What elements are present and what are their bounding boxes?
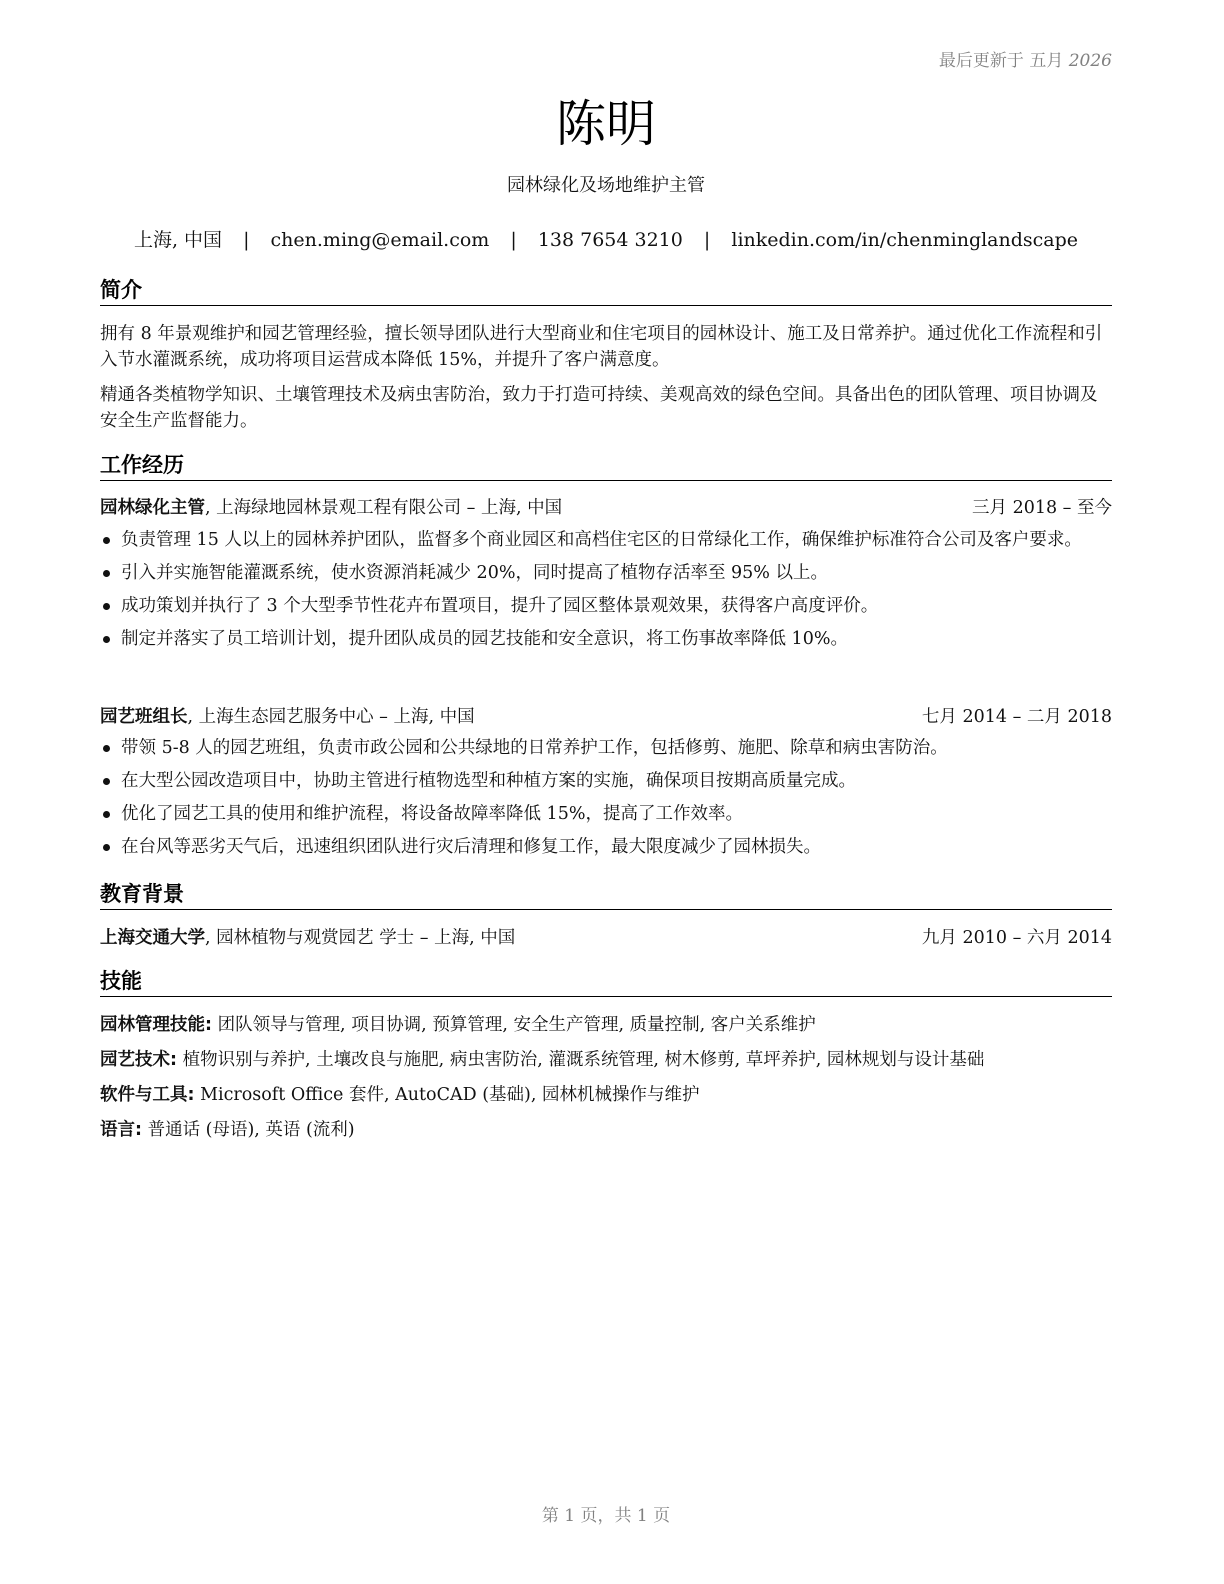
list-item: 优化了园艺工具的使用和维护流程，将设备故障率降低 15%，提高了工作效率。 xyxy=(100,801,1112,827)
skill-value: Microsoft Office 套件, AutoCAD (基础), 园林机械操作与维护 xyxy=(194,1085,700,1105)
list-item: 负责管理 15 人以上的园林养护团队，监督多个商业园区和高档住宅区的日常绿化工作，确保维护标准符合公司及客户要求。 xyxy=(100,527,1112,553)
job-company: , 上海生态园艺服务中心 – 上海, 中国 xyxy=(187,707,475,727)
skill-value: 团队领导与管理, 项目协调, 预算管理, 安全生产管理, 质量控制, 客户关系维护 xyxy=(212,1015,816,1035)
skill-key: 软件与工具: xyxy=(100,1085,195,1105)
contact-email[interactable]: chen.ming@email.com xyxy=(270,229,490,251)
candidate-name: 陈明 xyxy=(556,95,656,153)
contact-separator: | xyxy=(243,229,250,251)
job-header xyxy=(100,704,1112,730)
job-bullets xyxy=(100,527,1112,659)
job-bullets xyxy=(100,735,1112,867)
last-updated-year: 2026 xyxy=(1068,51,1112,71)
contact-location: 上海, 中国 xyxy=(133,229,223,251)
list-item: 在大型公园改造项目中，协助主管进行植物选型和种植方案的实施，确保项目按期高质量完成。 xyxy=(100,768,1112,794)
section-title-experience: 工作经历 xyxy=(100,452,1112,481)
contact-line xyxy=(100,225,1112,252)
section-title-summary: 简介 xyxy=(100,277,1112,306)
list-item: 带领 5-8 人的园艺班组，负责市政公园和公共绿地的日常养护工作，包括修剪、施肥、除草和病虫害防治。 xyxy=(100,735,1112,761)
skill-key: 园艺技术: xyxy=(100,1050,177,1070)
last-updated-prefix: 最后更新于 xyxy=(938,51,1024,71)
education-dates: 九月 2010 – 六月 2014 xyxy=(921,928,1112,948)
list-item: 引入并实施智能灌溉系统，使水资源消耗减少 20%，同时提高了植物存活率至 95% 以上。 xyxy=(100,560,1112,586)
contact-separator: | xyxy=(703,229,711,251)
candidate-headline: 园林绿化及场地维护主管 xyxy=(507,175,705,196)
education-school: 上海交通大学 xyxy=(100,928,205,948)
job-dates: 三月 2018 – 至今 xyxy=(972,498,1112,518)
skill-key: 语言: xyxy=(100,1120,142,1140)
skill-row xyxy=(100,1012,1112,1038)
job-header xyxy=(100,495,1112,521)
job-role: 园林绿化主管 xyxy=(100,498,205,518)
skill-row xyxy=(100,1117,1112,1143)
section-title-skills: 技能 xyxy=(100,968,1112,997)
job-role: 园艺班组长 xyxy=(100,707,188,727)
list-item: 成功策划并执行了 3 个大型季节性花卉布置项目，提升了园区整体景观效果，获得客户高度评价。 xyxy=(100,593,1112,619)
skill-value: 植物识别与养护, 土壤改良与施肥, 病虫害防治, 灌溉系统管理, 树木修剪, 草坪养护, 园林规划与设计基础 xyxy=(177,1050,985,1070)
education-entry xyxy=(100,925,1112,951)
summary-paragraph: 拥有 8 年景观维护和园艺管理经验，擅长领导团队进行大型商业和住宅项目的园林设计、施工及日常养护。通过优化工作流程和引入节水灌溉系统，成功将项目运营成本降低 15%，并提升了客户满意度。 xyxy=(100,324,1103,370)
job-company: , 上海绿地园林景观工程有限公司 – 上海, 中国 xyxy=(205,498,563,518)
education-degree: , 园林植物与观赏园艺 学士 – 上海, 中国 xyxy=(205,928,516,948)
section-title-education: 教育背景 xyxy=(100,881,1112,910)
skill-row xyxy=(100,1082,1112,1108)
last-updated-month: 五月 xyxy=(1029,51,1064,71)
resume-page xyxy=(100,0,1112,1584)
contact-separator: | xyxy=(510,229,517,251)
summary-paragraph: 精通各类植物学知识、土壤管理技术及病虫害防治，致力于打造可持续、美观高效的绿色空间。具备出色的团队管理、项目协调及安全生产监督能力。 xyxy=(100,385,1098,431)
list-item: 在台风等恶劣天气后，迅速组织团队进行灾后清理和修复工作，最大限度减少了园林损失。 xyxy=(100,834,1112,860)
contact-linkedin[interactable]: linkedin.com/in/chenminglandscape xyxy=(731,229,1079,251)
last-updated xyxy=(939,46,1112,71)
page-footer: 第 1 页，共 1 页 xyxy=(541,1506,671,1526)
job-dates: 七月 2014 – 二月 2018 xyxy=(921,707,1112,727)
contact-phone: 138 7654 3210 xyxy=(537,229,683,251)
list-item: 制定并落实了员工培训计划，提升团队成员的园艺技能和安全意识，将工伤事故率降低 10%。 xyxy=(100,626,1112,652)
skill-value: 普通话 (母语), 英语 (流利) xyxy=(142,1120,355,1140)
skill-row xyxy=(100,1047,1112,1073)
skill-key: 园林管理技能: xyxy=(100,1015,212,1035)
